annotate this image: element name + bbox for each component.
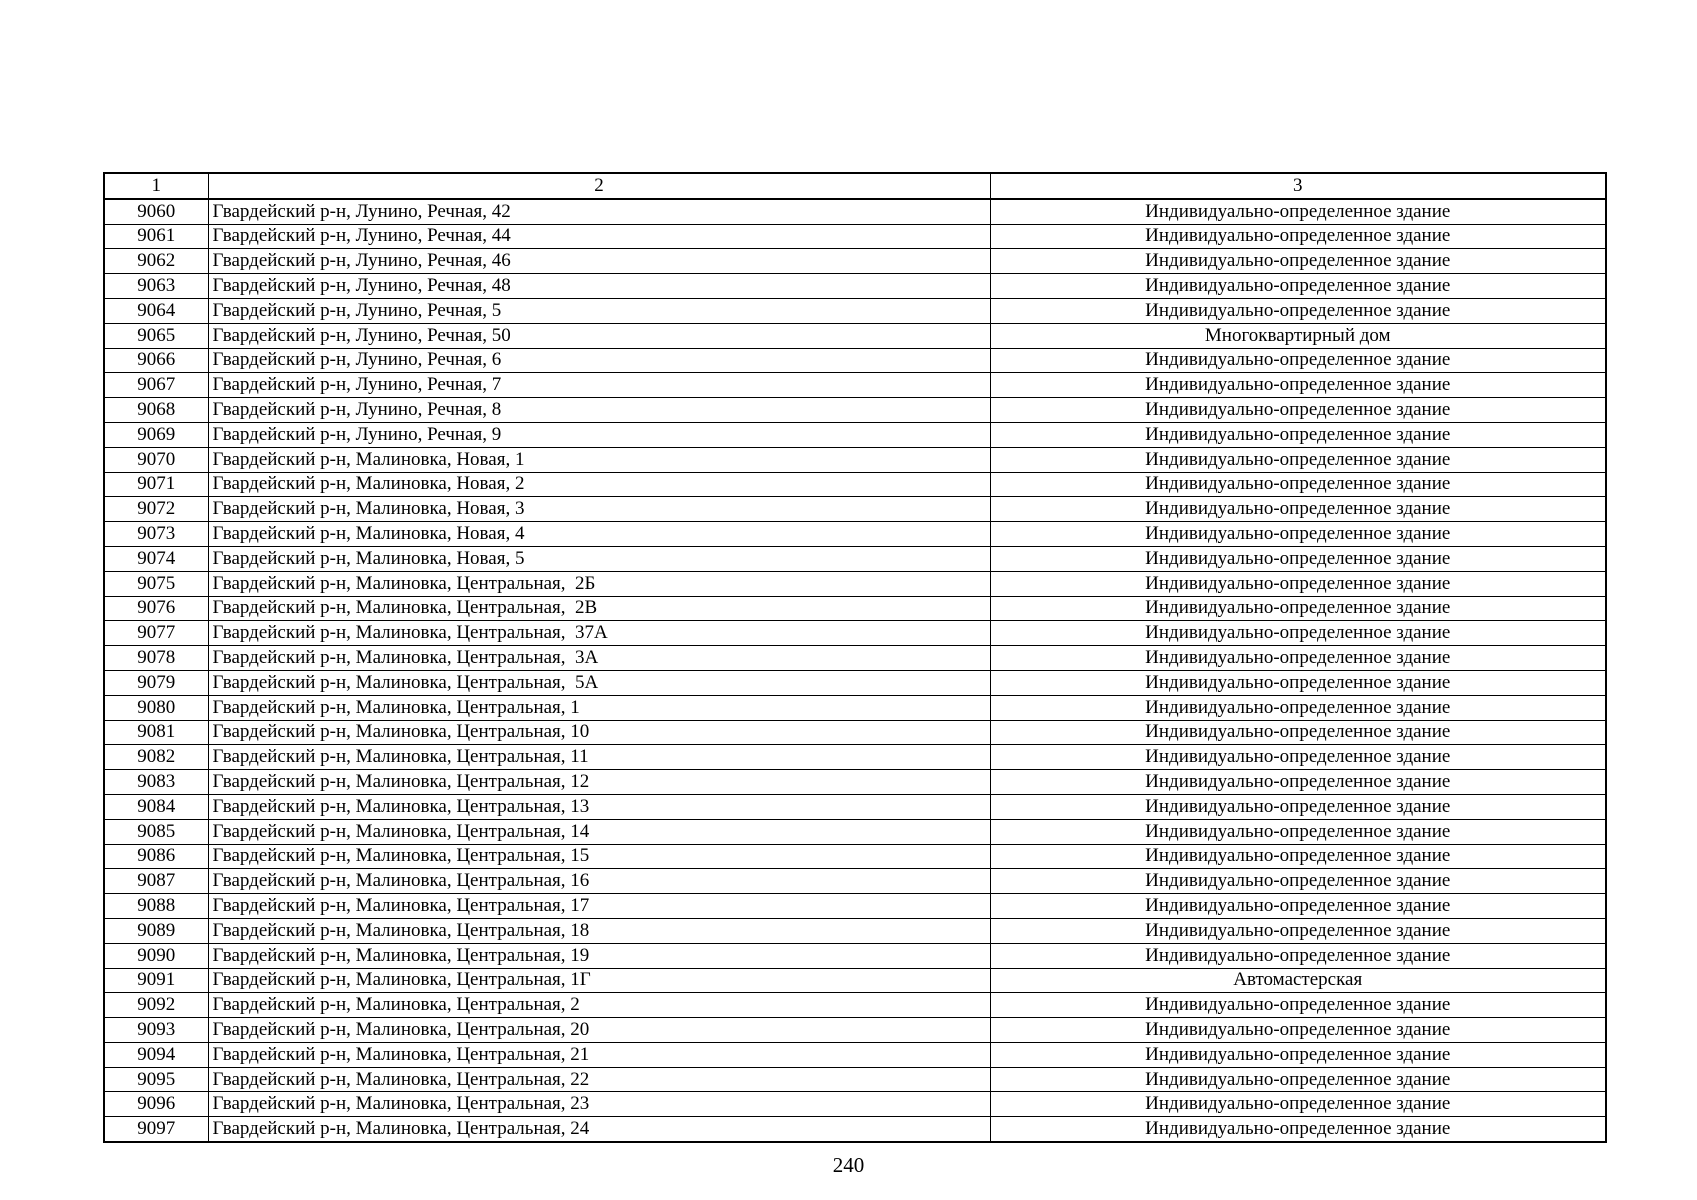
table-row (104, 943, 1606, 968)
table-row (104, 546, 1606, 571)
table-row (104, 373, 1606, 398)
table-row (104, 894, 1606, 919)
row-number: 9092 (104, 993, 208, 1018)
row-object-type: Индивидуально-определенное здание (990, 249, 1606, 274)
row-object-type: Индивидуально-определенное здание (990, 894, 1606, 919)
table-row (104, 1042, 1606, 1067)
row-number: 9060 (104, 199, 208, 224)
row-object-type: Индивидуально-определенное здание (990, 770, 1606, 795)
row-object-type: Индивидуально-определенное здание (990, 695, 1606, 720)
row-object-type: Индивидуально-определенное здание (990, 1117, 1606, 1142)
table-row (104, 571, 1606, 596)
table-row (104, 298, 1606, 323)
row-number: 9073 (104, 522, 208, 547)
row-number: 9084 (104, 794, 208, 819)
row-address: Гвардейский р-н, Малиновка, Центральная, 11 (208, 745, 990, 770)
row-number: 9089 (104, 918, 208, 943)
row-object-type: Индивидуально-определенное здание (990, 646, 1606, 671)
row-object-type: Индивидуально-определенное здание (990, 993, 1606, 1018)
table-header-row (104, 173, 1606, 199)
row-object-type: Индивидуально-определенное здание (990, 1067, 1606, 1092)
row-number: 9076 (104, 596, 208, 621)
row-object-type: Индивидуально-определенное здание (990, 571, 1606, 596)
table-row (104, 720, 1606, 745)
row-address: Гвардейский р-н, Лунино, Речная, 8 (208, 398, 990, 423)
table-row (104, 274, 1606, 299)
table-row (104, 819, 1606, 844)
row-address: Гвардейский р-н, Малиновка, Центральная, 37А (208, 621, 990, 646)
table-row (104, 398, 1606, 423)
row-address: Гвардейский р-н, Малиновка, Центральная, 13 (208, 794, 990, 819)
table-row (104, 646, 1606, 671)
row-address: Гвардейский р-н, Малиновка, Новая, 2 (208, 472, 990, 497)
row-address: Гвардейский р-н, Лунино, Речная, 6 (208, 348, 990, 373)
row-number: 9094 (104, 1042, 208, 1067)
table-row (104, 497, 1606, 522)
table-row (104, 199, 1606, 224)
row-address: Гвардейский р-н, Малиновка, Центральная, 2Б (208, 571, 990, 596)
row-object-type: Индивидуально-определенное здание (990, 844, 1606, 869)
table-row (104, 745, 1606, 770)
table-row (104, 224, 1606, 249)
row-address: Гвардейский р-н, Лунино, Речная, 50 (208, 323, 990, 348)
row-address: Гвардейский р-н, Малиновка, Центральная, 14 (208, 819, 990, 844)
row-object-type: Индивидуально-определенное здание (990, 447, 1606, 472)
row-address: Гвардейский р-н, Лунино, Речная, 44 (208, 224, 990, 249)
row-number: 9095 (104, 1067, 208, 1092)
row-address: Гвардейский р-н, Малиновка, Центральная, 12 (208, 770, 990, 795)
row-address: Гвардейский р-н, Лунино, Речная, 48 (208, 274, 990, 299)
row-number: 9064 (104, 298, 208, 323)
table-row (104, 522, 1606, 547)
column-header-3: 3 (990, 173, 1606, 199)
row-number: 9087 (104, 869, 208, 894)
table-row (104, 472, 1606, 497)
row-address: Гвардейский р-н, Малиновка, Центральная, 3А (208, 646, 990, 671)
row-address: Гвардейский р-н, Малиновка, Центральная, 5А (208, 670, 990, 695)
table-row (104, 844, 1606, 869)
table-row (104, 918, 1606, 943)
row-object-type: Индивидуально-определенное здание (990, 1042, 1606, 1067)
row-object-type: Индивидуально-определенное здание (990, 199, 1606, 224)
property-registry-table (103, 172, 1607, 1143)
row-address: Гвардейский р-н, Лунино, Речная, 5 (208, 298, 990, 323)
row-number: 9065 (104, 323, 208, 348)
row-object-type: Индивидуально-определенное здание (990, 745, 1606, 770)
row-number: 9093 (104, 1018, 208, 1043)
row-number: 9091 (104, 968, 208, 993)
row-object-type: Многоквартирный дом (990, 323, 1606, 348)
row-number: 9085 (104, 819, 208, 844)
row-number: 9079 (104, 670, 208, 695)
row-object-type: Индивидуально-определенное здание (990, 274, 1606, 299)
row-number: 9082 (104, 745, 208, 770)
column-header-1: 1 (104, 173, 208, 199)
row-address: Гвардейский р-н, Малиновка, Центральная, 2 (208, 993, 990, 1018)
row-object-type: Индивидуально-определенное здание (990, 298, 1606, 323)
row-address: Гвардейский р-н, Малиновка, Центральная, 18 (208, 918, 990, 943)
row-number: 9067 (104, 373, 208, 398)
row-address: Гвардейский р-н, Малиновка, Центральная, 2В (208, 596, 990, 621)
row-number: 9078 (104, 646, 208, 671)
table-row (104, 348, 1606, 373)
row-number: 9097 (104, 1117, 208, 1142)
row-address: Гвардейский р-н, Малиновка, Центральная, 22 (208, 1067, 990, 1092)
row-address: Гвардейский р-н, Малиновка, Центральная, 15 (208, 844, 990, 869)
row-address: Гвардейский р-н, Лунино, Речная, 7 (208, 373, 990, 398)
row-object-type: Индивидуально-определенное здание (990, 1018, 1606, 1043)
row-number: 9070 (104, 447, 208, 472)
row-address: Гвардейский р-н, Лунино, Речная, 9 (208, 422, 990, 447)
row-address: Гвардейский р-н, Малиновка, Новая, 4 (208, 522, 990, 547)
row-address: Гвардейский р-н, Малиновка, Центральная, 20 (208, 1018, 990, 1043)
row-object-type: Индивидуально-определенное здание (990, 596, 1606, 621)
row-address: Гвардейский р-н, Малиновка, Центральная, 23 (208, 1092, 990, 1117)
row-address: Гвардейский р-н, Малиновка, Центральная, 1Г (208, 968, 990, 993)
table-row (104, 794, 1606, 819)
row-object-type: Индивидуально-определенное здание (990, 348, 1606, 373)
row-number: 9080 (104, 695, 208, 720)
table-row (104, 670, 1606, 695)
row-object-type: Индивидуально-определенное здание (990, 422, 1606, 447)
row-number: 9083 (104, 770, 208, 795)
table-body (104, 173, 1606, 1142)
row-number: 9063 (104, 274, 208, 299)
row-number: 9090 (104, 943, 208, 968)
row-object-type: Индивидуально-определенное здание (990, 670, 1606, 695)
row-object-type: Индивидуально-определенное здание (990, 522, 1606, 547)
row-object-type: Индивидуально-определенное здание (990, 720, 1606, 745)
table-row (104, 993, 1606, 1018)
row-address: Гвардейский р-н, Малиновка, Центральная, 19 (208, 943, 990, 968)
table-row (104, 869, 1606, 894)
row-address: Гвардейский р-н, Малиновка, Новая, 3 (208, 497, 990, 522)
row-number: 9072 (104, 497, 208, 522)
column-header-2: 2 (208, 173, 990, 199)
row-number: 9081 (104, 720, 208, 745)
row-number: 9066 (104, 348, 208, 373)
row-object-type: Индивидуально-определенное здание (990, 794, 1606, 819)
row-object-type: Индивидуально-определенное здание (990, 497, 1606, 522)
row-number: 9077 (104, 621, 208, 646)
row-object-type: Индивидуально-определенное здание (990, 224, 1606, 249)
page-number: 240 (832, 1153, 865, 1177)
table-row (104, 1067, 1606, 1092)
row-address: Гвардейский р-н, Малиновка, Новая, 5 (208, 546, 990, 571)
row-number: 9088 (104, 894, 208, 919)
row-object-type: Автомастерская (990, 968, 1606, 993)
row-number: 9069 (104, 422, 208, 447)
row-address: Гвардейский р-н, Малиновка, Центральная, 1 (208, 695, 990, 720)
table-row (104, 596, 1606, 621)
row-number: 9096 (104, 1092, 208, 1117)
table-row (104, 695, 1606, 720)
row-object-type: Индивидуально-определенное здание (990, 943, 1606, 968)
row-number: 9068 (104, 398, 208, 423)
row-object-type: Индивидуально-определенное здание (990, 869, 1606, 894)
row-object-type: Индивидуально-определенное здание (990, 472, 1606, 497)
row-address: Гвардейский р-н, Лунино, Речная, 46 (208, 249, 990, 274)
table-row (104, 249, 1606, 274)
row-number: 9075 (104, 571, 208, 596)
table-row (104, 770, 1606, 795)
table-row (104, 968, 1606, 993)
row-address: Гвардейский р-н, Малиновка, Новая, 1 (208, 447, 990, 472)
row-address: Гвардейский р-н, Малиновка, Центральная, 16 (208, 869, 990, 894)
row-object-type: Индивидуально-определенное здание (990, 621, 1606, 646)
row-object-type: Индивидуально-определенное здание (990, 918, 1606, 943)
table-row (104, 1018, 1606, 1043)
row-address: Гвардейский р-н, Малиновка, Центральная, 24 (208, 1117, 990, 1142)
row-address: Гвардейский р-н, Малиновка, Центральная, 21 (208, 1042, 990, 1067)
row-number: 9071 (104, 472, 208, 497)
row-object-type: Индивидуально-определенное здание (990, 373, 1606, 398)
row-object-type: Индивидуально-определенное здание (990, 819, 1606, 844)
row-object-type: Индивидуально-определенное здание (990, 398, 1606, 423)
table-row (104, 1092, 1606, 1117)
row-address: Гвардейский р-н, Лунино, Речная, 42 (208, 199, 990, 224)
row-number: 9074 (104, 546, 208, 571)
row-number: 9062 (104, 249, 208, 274)
table-row (104, 1117, 1606, 1142)
row-address: Гвардейский р-н, Малиновка, Центральная, 17 (208, 894, 990, 919)
row-number: 9061 (104, 224, 208, 249)
table-row (104, 422, 1606, 447)
row-address: Гвардейский р-н, Малиновка, Центральная, 10 (208, 720, 990, 745)
table-row (104, 323, 1606, 348)
row-object-type: Индивидуально-определенное здание (990, 1092, 1606, 1117)
table-row (104, 447, 1606, 472)
row-object-type: Индивидуально-определенное здание (990, 546, 1606, 571)
table-row (104, 621, 1606, 646)
row-number: 9086 (104, 844, 208, 869)
